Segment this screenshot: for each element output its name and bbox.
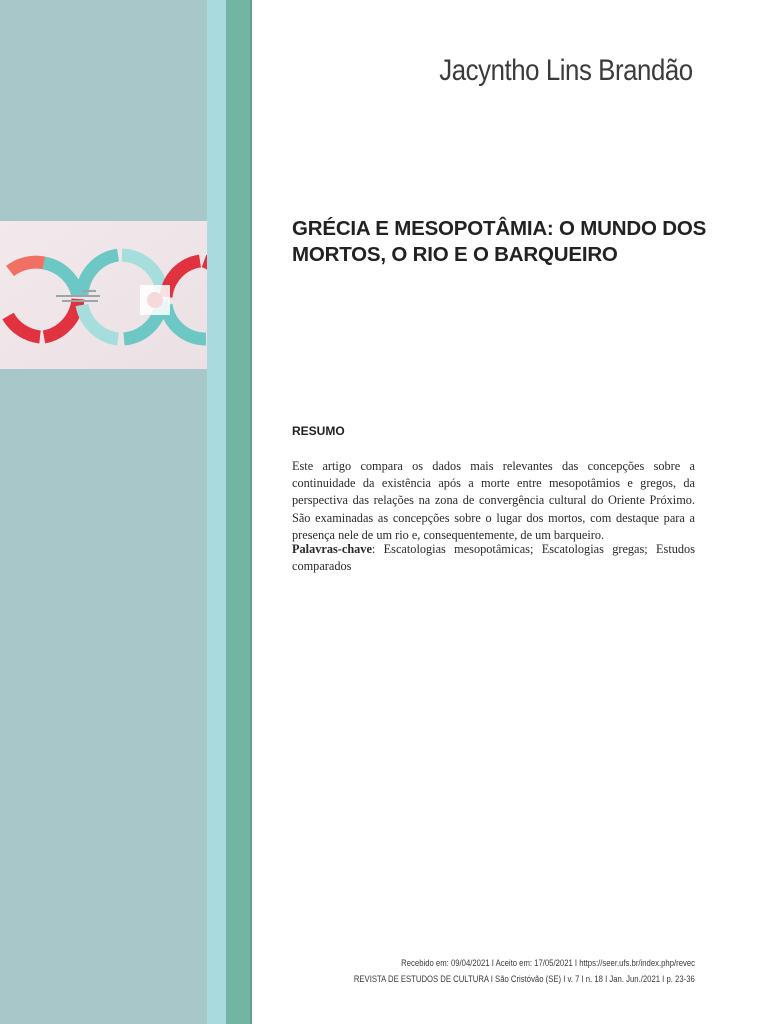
abstract-text: Este artigo compara os dados mais relevantes das concepções sobre a continuidade da existência após a morte entre mesopotâmios e gregos, da perspectiva das relações na zona de convergência cultural do Oriente Próximo. São examinadas as concepções sobre o lugar dos mortos, com destaque para a presença nele de um rio e, consequentemente, de um barqueiro. [292,459,695,542]
light-stripe [207,0,226,1024]
rings-graphic [0,221,207,369]
abstract-heading: RESUMO [292,424,345,438]
author-name: Jacyntho Lins Brandão [439,54,693,87]
keywords-paragraph [292,541,695,575]
dark-stripe [226,0,250,1024]
footer-journal-citation: REVISTA DE ESTUDOS DE CULTURA I São Cristóvão (SE) I v. 7 I n. 18 I Jan. Jun./2021 I p. 23-36 [354,974,695,984]
cover-illustration [0,221,207,369]
article-title: GRÉCIA E MESOPOTÂMIA: O MUNDO DOS MORTOS, O RIO E O BARQUEIRO [292,217,707,266]
left-decorative-panel [0,0,207,1024]
keywords-label: Palavras-chave [292,542,372,556]
footer-received-accepted: Recebido em: 09/04/2021 I Aceito em: 17/05/2021 I https://seer.ufs.br/index.php/revec [401,958,695,968]
stripe-edge-line [250,0,252,1024]
keywords-list: : Escatologias mesopotâmicas; Escatologias gregas; Estudos comparados [292,542,695,574]
